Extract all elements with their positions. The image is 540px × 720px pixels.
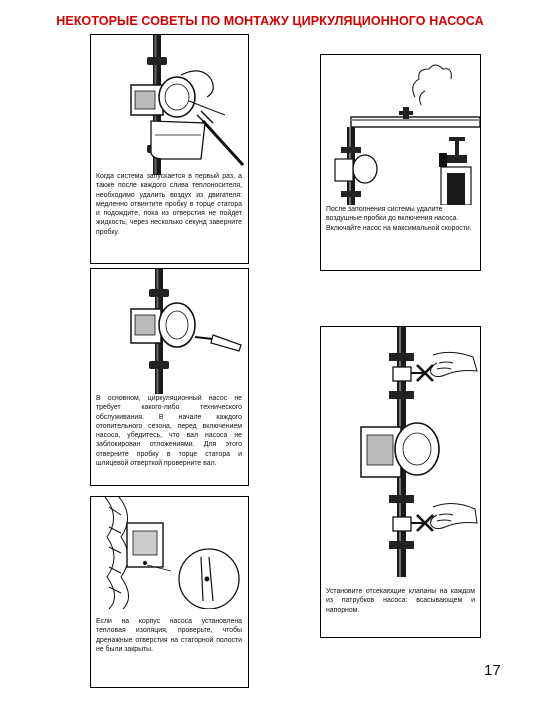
- page-number: 17: [484, 662, 501, 679]
- hand-icon: [431, 503, 477, 528]
- steam-icon: [413, 65, 452, 105]
- valve-icon: [411, 515, 433, 531]
- panel-air-release: [90, 34, 249, 264]
- valve-icon: [411, 365, 433, 381]
- panel-maintenance-caption: В основном, циркуляционный насос не требует какого-либо технического обслуживания. В начале каждого отопительного сезона, перед включением насоса, убедитесь, что вал насоса не заблокирован отложениями. Для этого отверните пробку в торце статора и шлицевой отверткой проверните вал.: [96, 395, 242, 468]
- pump-pipe-icon: [91, 269, 248, 394]
- page-title: НЕКОТОРЫЕ СОВЕТЫ ПО МОНТАЖУ ЦИРКУЛЯЦИОННОГО НАСОСА: [56, 14, 484, 28]
- panel-air-release-caption: Когда система запускается в первый раз, а также после каждого слива теплоносителя, необходимо удалить воздух из двигателя: медленно отвинтите пробку в торце статора и подождите, пока из отверстия не пойдет жидкость, через несколько секунд заверните пробку.: [96, 173, 242, 236]
- panel-maintenance: [90, 268, 249, 486]
- hand-icon: [431, 352, 477, 376]
- panel-fill-system-caption: После заполнения системы удалите воздушные пробки до включения насоса. Включайте насос на максимальной скорости.: [326, 206, 472, 232]
- insulation-icon: [91, 497, 248, 609]
- panel-valves-caption: Установите отсекающие клапаны на каждом из патрубков насоса: всасывающем и напорном.: [326, 588, 475, 614]
- pump-pipe-icon: [321, 327, 480, 577]
- faucet-icon: [439, 137, 471, 205]
- pump-pipe-icon: [321, 55, 480, 205]
- panel-insulation-caption: Если на корпус насоса установлена тепловая изоляция, проверьте, чтобы дренажные отверстия на статорной полости не были закрыты.: [96, 618, 242, 653]
- panel-valves: [320, 326, 481, 638]
- screwdriver-icon: [195, 335, 241, 351]
- panel-insulation: [90, 496, 249, 688]
- pump-pipe-icon: [91, 35, 248, 175]
- panel-fill-system: [320, 54, 481, 271]
